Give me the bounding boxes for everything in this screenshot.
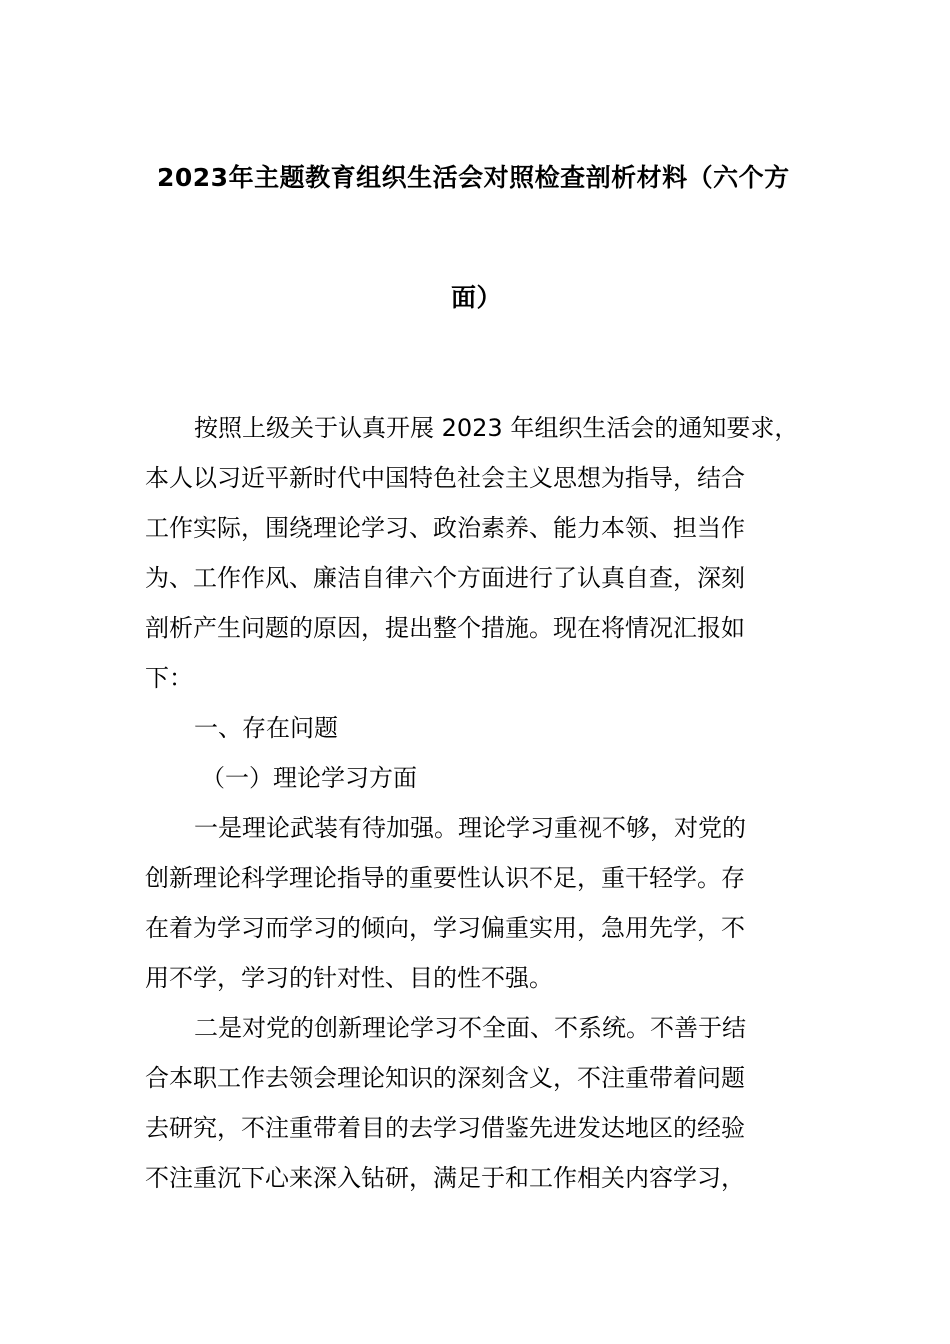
paragraph-line: 剖析产生问题的原因，提出整个措施。现在将情况汇报如 [145,614,745,642]
paragraph-line: 创新理论科学理论指导的重要性认识不足，重干轻学。存 [145,864,745,892]
paragraph-line: 下： [145,664,193,692]
paragraph-line: 用不学，学习的针对性、目的性不强。 [145,964,553,992]
paragraph-line: 合本职工作去领会理论知识的深刻含义，不注重带着问题 [145,1064,745,1092]
paragraph-line: 二是对党的创新理论学习不全面、不系统。不善于结 [194,1014,746,1042]
paragraph-line: 不注重沉下心来深入钻研，满足于和工作相关内容学习， [145,1164,745,1192]
subsection-heading: （一）理论学习方面 [201,764,417,792]
paragraph-line: 一是理论武装有待加强。理论学习重视不够，对党的 [194,814,746,842]
paragraph-line: 工作实际，围绕理论学习、政治素养、能力本领、担当作 [145,514,745,542]
document-title-line-2: 面） [451,283,503,312]
paragraph-line: 在着为学习而学习的倾向，学习偏重实用，急用先学，不 [145,914,745,942]
paragraph-line: 为、工作作风、廉洁自律六个方面进行了认真自查，深刻 [145,564,745,592]
paragraph-line: 去研究，不注重带着目的去学习借鉴先进发达地区的经验 [145,1114,745,1142]
paragraph-line: 本人以习近平新时代中国特色社会主义思想为指导，结合 [145,464,745,492]
document-title-line-1: 2023年主题教育组织生活会对照检查剖析材料（六个方 [157,163,790,192]
section-heading: 一、存在问题 [194,714,338,742]
document-body [145,403,845,1203]
paragraph-line: 按照上级关于认真开展 2023 年组织生活会的通知要求， [194,414,799,442]
